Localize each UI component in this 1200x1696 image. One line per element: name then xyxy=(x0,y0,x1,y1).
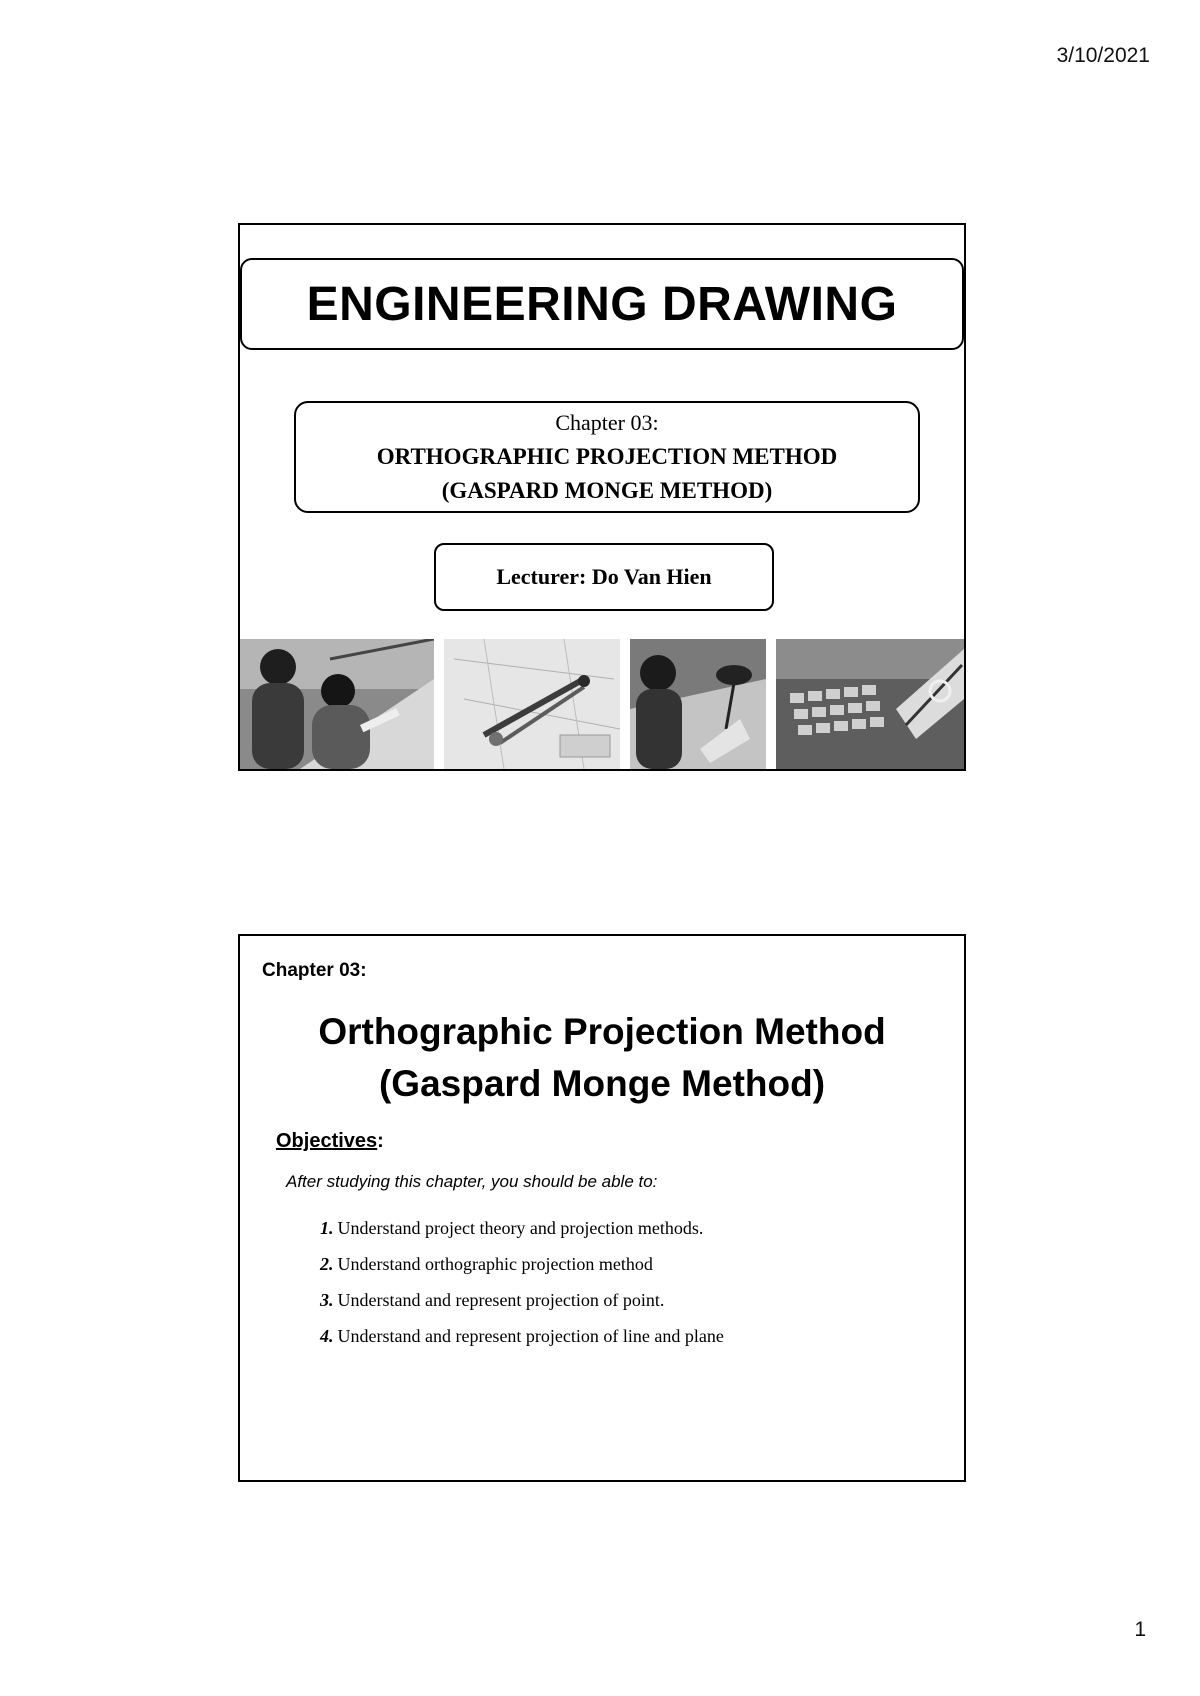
title-box xyxy=(240,258,964,350)
list-number: 1. xyxy=(320,1218,334,1238)
objectives-intro: After studying this chapter, you should be able to: xyxy=(286,1172,658,1191)
compass-drafting-photo xyxy=(444,639,620,769)
page-number: 1 xyxy=(1134,1618,1146,1641)
list-item xyxy=(320,1210,724,1246)
chapter-label: Chapter 03: xyxy=(555,410,659,435)
list-text: Understand and represent projection of line and plane xyxy=(337,1326,724,1346)
student-with-lamp-photo xyxy=(630,639,766,769)
list-number: 2. xyxy=(320,1254,334,1274)
main-title: ENGINEERING DRAWING xyxy=(306,277,898,331)
chapter-title-line2: (GASPARD MONGE METHOD) xyxy=(441,478,773,503)
students-drawing-photo xyxy=(240,639,434,769)
list-item xyxy=(320,1318,724,1354)
objectives-label: Objectives xyxy=(276,1130,378,1152)
list-text: Understand project theory and projection methods. xyxy=(337,1218,704,1238)
page-date: 3/10/2021 xyxy=(1056,44,1150,67)
slide-title xyxy=(240,1006,964,1110)
slide-title-line1: Orthographic Projection Method xyxy=(318,1011,886,1052)
lecturer-box xyxy=(434,543,774,611)
list-text: Understand and represent projection of point. xyxy=(337,1290,665,1310)
objectives-slide xyxy=(238,934,966,1482)
list-item xyxy=(320,1282,724,1318)
title-slide xyxy=(238,223,966,771)
list-number: 3. xyxy=(320,1290,334,1310)
objectives-heading xyxy=(276,1130,384,1153)
lecturer-name: Lecturer: Do Van Hien xyxy=(496,564,712,589)
slide-title-line2: (Gaspard Monge Method) xyxy=(378,1063,826,1104)
objectives-list xyxy=(320,1210,724,1354)
photo-strip xyxy=(240,639,964,769)
keyboard-instruments-photo xyxy=(776,639,964,769)
list-item xyxy=(320,1246,724,1282)
list-text: Understand orthographic projection method xyxy=(337,1254,653,1274)
chapter-title-line1: ORTHOGRAPHIC PROJECTION METHOD xyxy=(376,444,838,469)
list-number: 4. xyxy=(320,1326,334,1346)
objectives-colon: : xyxy=(377,1130,384,1152)
chapter-label: Chapter 03: xyxy=(262,960,367,981)
chapter-box xyxy=(294,401,920,513)
